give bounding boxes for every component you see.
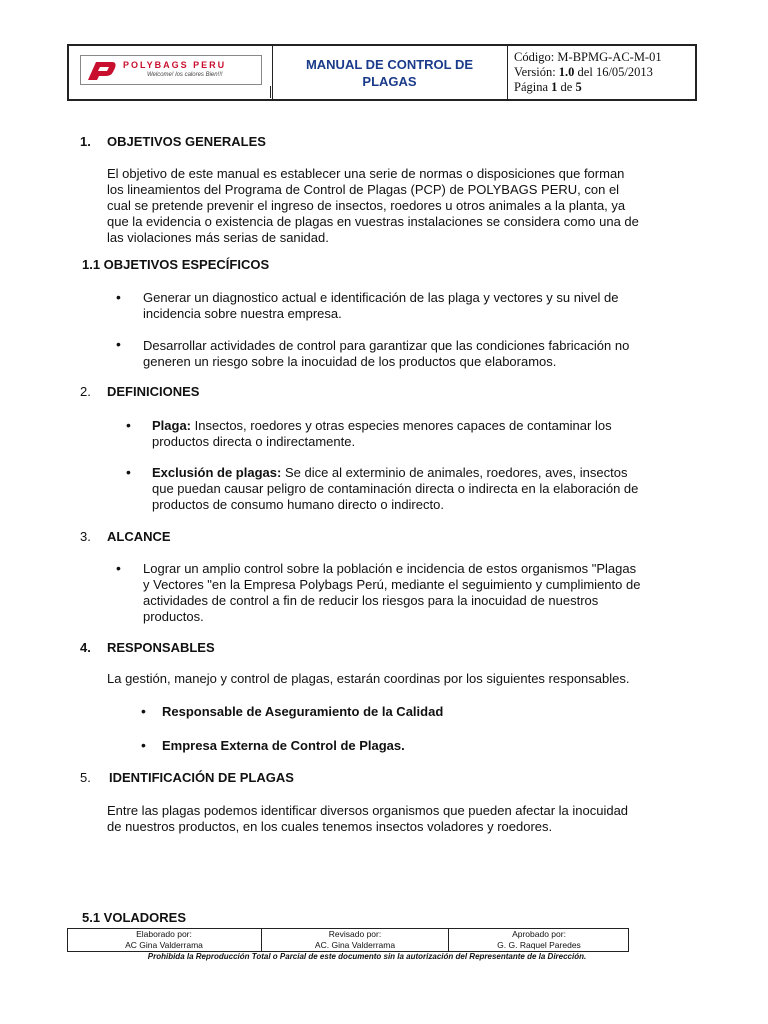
exclusion-def-line: que puedan causar peligro de contaminación directa o indirecta en la elaboración de: [152, 481, 639, 496]
s3-line: Lograr un amplio control sobre la población e incidencia de estos organismos "Plagas: [143, 561, 637, 576]
s2-bullet-exclusion: [152, 465, 690, 513]
s3-line: productos.: [143, 609, 204, 624]
s11-bullet-1: [143, 290, 690, 322]
s1-line: El objetivo de este manual es establecer una serie de normas o disposiciones que forman: [107, 166, 625, 181]
s3-bullet: [143, 561, 690, 625]
codigo-label: Código:: [514, 50, 555, 64]
s11-b1-line: Generar un diagnostico actual e identificación de las plaga y vectores y su nivel de: [143, 290, 619, 305]
s3-line: y Vectores "en la Empresa Polybags Perú, mediante el seguimiento y cumplimiento de: [143, 577, 641, 592]
aprobado-label: Aprobado por:: [512, 929, 566, 939]
version-value: 1.0: [558, 65, 575, 79]
section-4-paragraph: La gestión, manejo y control de plagas, estarán coordinas por los siguientes responsables.: [107, 671, 630, 686]
s3-line: actividades de control a fin de reducir los riesgos para la inocuidad de nuestros: [143, 593, 599, 608]
header-title-cell: [272, 44, 508, 101]
s1-line: que la evidencia o existencia de plagas en vuestras instalaciones se considera como una de: [107, 214, 639, 229]
bullet-icon: •: [116, 289, 121, 305]
s11-bullet-2: [143, 338, 690, 370]
section-2-number: 2.: [80, 384, 91, 399]
s11-b1-line: incidencia sobre nuestra empresa.: [143, 306, 342, 321]
exclusion-def-line: productos de consumo humano directo o indirecto.: [152, 497, 444, 512]
bullet-icon: •: [116, 336, 121, 352]
s1-line: cual se pretende prevenir el ingreso de insectos, roedores u otros animales a la planta, ya: [107, 198, 626, 213]
pagina-total: 5: [575, 80, 582, 94]
version-label: Versión:: [514, 65, 556, 79]
document-title: MANUAL DE CONTROL DE PLAGAS: [305, 56, 474, 89]
pagina-de: de: [560, 80, 573, 94]
elaborado-label: Elaborado por:: [136, 929, 192, 939]
s11-b2-line: Desarrollar actividades de control para garantizar que las condiciones fabricación no: [143, 338, 630, 353]
reproduction-notice: Prohibida la Reproducción Total o Parcial de este documento sin la autorización del Representante de la Dirección.: [147, 952, 587, 961]
logo-divider: [270, 86, 271, 98]
revisado-label: Revisado por:: [328, 929, 382, 939]
s2-bullet-plaga: [152, 418, 690, 450]
s11-b2-line: generen un riesgo sobre la inocuidad de los productos que elaboramos.: [143, 354, 557, 369]
version-line: [514, 65, 653, 80]
plaga-def-line: productos directa o indirectamente.: [152, 434, 356, 449]
section-4-title: RESPONSABLES: [107, 640, 215, 655]
s1-line: las violaciones más serias de sanidad.: [107, 230, 329, 245]
section-2-title: DEFINICIONES: [107, 384, 200, 399]
aprobado-name: G. G. Raquel Paredes: [497, 940, 581, 950]
polybags-logo-icon: [84, 58, 118, 82]
bullet-icon: •: [116, 560, 121, 576]
elaborado-name: AC Gina Valderrama: [125, 940, 203, 950]
plaga-term: Plaga:: [152, 418, 192, 433]
bullet-icon: •: [126, 464, 131, 480]
section-4-number: 4.: [80, 640, 91, 655]
exclusion-term: Exclusión de plagas:: [152, 465, 282, 480]
section-5-1-title: 5.1 VOLADORES: [82, 910, 187, 925]
codigo-line: [514, 50, 662, 65]
exclusion-def: Se dice al exterminio de animales, roedores, aves, insectos: [284, 465, 628, 480]
section-5-number: 5.: [80, 770, 91, 785]
empresa-externa: Empresa Externa de Control de Plagas.: [162, 738, 405, 753]
company-logo-name: POLYBAGS PERU: [123, 60, 227, 70]
responsable-calidad: Responsable de Aseguramiento de la Calidad: [162, 704, 444, 719]
pagina-line: [514, 80, 582, 95]
section-1-number: 1.: [80, 134, 91, 149]
revisado-name: AC. Gina Valderrama: [314, 940, 396, 950]
elaborado-cell: [67, 928, 262, 952]
section-3-title: ALCANCE: [107, 529, 171, 544]
section-1-paragraph: [107, 166, 690, 246]
pagina-label: Página: [514, 80, 549, 94]
aprobado-cell: [449, 928, 629, 952]
section-5-paragraph: [107, 803, 690, 835]
bullet-icon: •: [141, 737, 146, 753]
bullet-icon: •: [126, 417, 131, 433]
section-5-title: IDENTIFICACIÓN DE PLAGAS: [109, 770, 294, 785]
company-tagline: Welcome! los calores Bien!!!: [147, 72, 223, 78]
bullet-icon: •: [141, 703, 146, 719]
revisado-cell: [262, 928, 449, 952]
version-date: del 16/05/2013: [577, 65, 653, 79]
section-1-title: OBJETIVOS GENERALES: [107, 134, 266, 149]
pagina-num: 1: [551, 80, 558, 94]
s1-line: los lineamientos del Programa de Control de Plagas (PCP) de POLYBAGS PERU, con el: [107, 182, 620, 197]
section-1-1-title: 1.1 OBJETIVOS ESPECÍFICOS: [82, 257, 270, 272]
s5-line: Entre las plagas podemos identificar diversos organismos que pueden afectar la inocuidad: [107, 803, 629, 818]
section-3-number: 3.: [80, 529, 91, 544]
plaga-def: Insectos, roedores y otras especies menores capaces de contaminar los: [194, 418, 612, 433]
s5-line: de nuestros productos, en los cuales tenemos insectos voladores y roedores.: [107, 819, 553, 834]
codigo-value: M-BPMG-AC-M-01: [557, 50, 662, 64]
